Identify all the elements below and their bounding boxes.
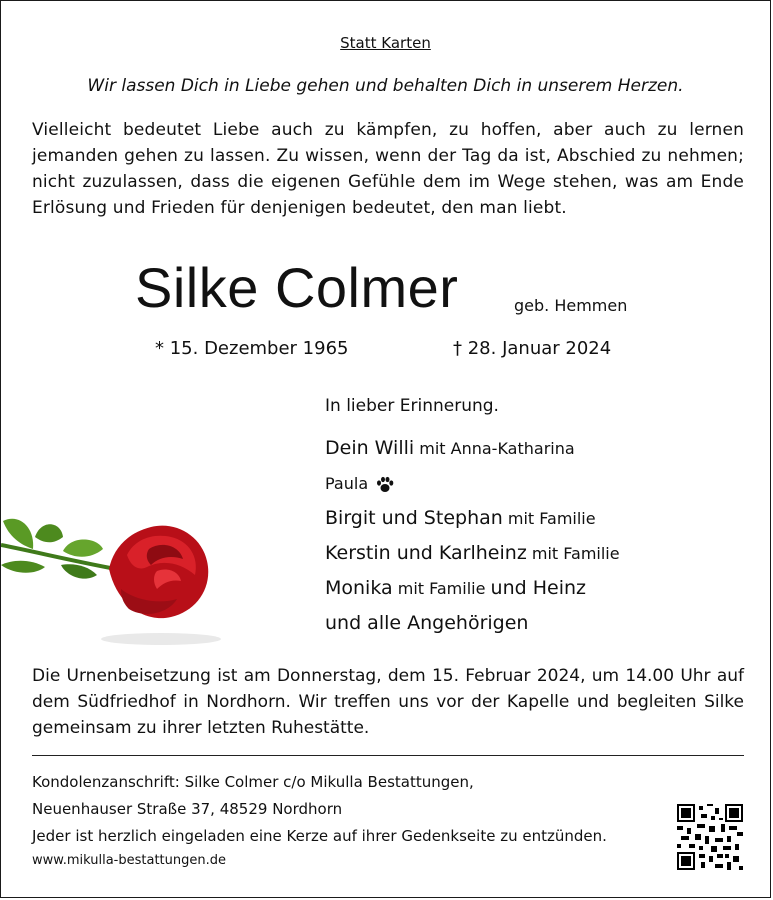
website-link[interactable]: www.mikulla-bestattungen.de bbox=[32, 853, 226, 868]
mourner-line-birgit bbox=[325, 501, 745, 536]
mourner-line-kerstin bbox=[325, 536, 745, 571]
poem-text: Vielleicht bedeutet Liebe auch zu kämpfen, zu hoffen, aber auch zu lernen jemanden gehen zu lassen. Zu wissen, wenn der Tag da ist, Abschied zu nehmen; nicht zuzulassen, dass die eigenen Gefühle dem im Wege stehen, was am Ende Erlösung und Frieden für denjenigen bedeutet, den man liebt. bbox=[32, 120, 744, 218]
mourner-name: Birgit und Stephan bbox=[325, 507, 503, 529]
mourner-name: Monika bbox=[325, 577, 393, 599]
maiden-name: geb. Hemmen bbox=[514, 296, 628, 315]
paw-print-icon bbox=[375, 475, 395, 495]
divider bbox=[32, 755, 744, 756]
mourner-line-monika bbox=[325, 571, 745, 606]
death-date: † 28. Januar 2024 bbox=[453, 338, 612, 359]
mourners-list bbox=[325, 395, 745, 641]
mourners-intro: In lieber Erinnerung. bbox=[325, 396, 499, 416]
mourner-name: Kerstin und Karlheinz bbox=[325, 542, 527, 564]
mourner-name: Dein Willi bbox=[325, 437, 415, 459]
ceremony-text: Die Urnenbeisetzung ist am Donnerstag, dem 15. Februar 2024, um 14.00 Uhr auf dem Südfriedhof in Nordhorn. Wir treffen uns vor der Kapelle und begleiten Silke gemeinsam zu ihrer letzten Ruhestätte. bbox=[32, 666, 744, 738]
mourner-suffix: mit Familie bbox=[526, 544, 620, 563]
deceased-name: Silke Colmer bbox=[135, 256, 459, 319]
mourner-line-willi bbox=[325, 431, 745, 466]
mourner-line-relatives: und alle Angehörigen bbox=[325, 612, 529, 634]
mourner-name: Paula bbox=[325, 474, 369, 493]
mourner-line-paula bbox=[325, 466, 745, 501]
header-statt-karten: Statt Karten bbox=[340, 34, 431, 52]
motto-line: Wir lassen Dich in Liebe gehen und behalten Dich in unserem Herzen. bbox=[87, 76, 684, 96]
red-rose-image bbox=[1, 479, 229, 651]
condolence-address-line2: Neuenhauser Straße 37, 48529 Nordhorn bbox=[32, 800, 343, 818]
footer bbox=[32, 769, 652, 872]
mourner-name-2: und Heinz bbox=[490, 577, 586, 599]
mourner-suffix: mit Familie bbox=[392, 579, 491, 598]
mourner-suffix: mit Anna-Katharina bbox=[414, 439, 575, 458]
condolence-address-line1: Kondolenzanschrift: Silke Colmer c/o Mikulla Bestattungen, bbox=[32, 773, 474, 791]
mourner-suffix: mit Familie bbox=[502, 509, 596, 528]
qr-code[interactable] bbox=[677, 804, 743, 870]
birth-date: * 15. Dezember 1965 bbox=[155, 338, 349, 359]
candle-invitation: Jeder ist herzlich eingeladen eine Kerze auf ihrer Gedenkseite zu entzünden. bbox=[32, 827, 607, 845]
